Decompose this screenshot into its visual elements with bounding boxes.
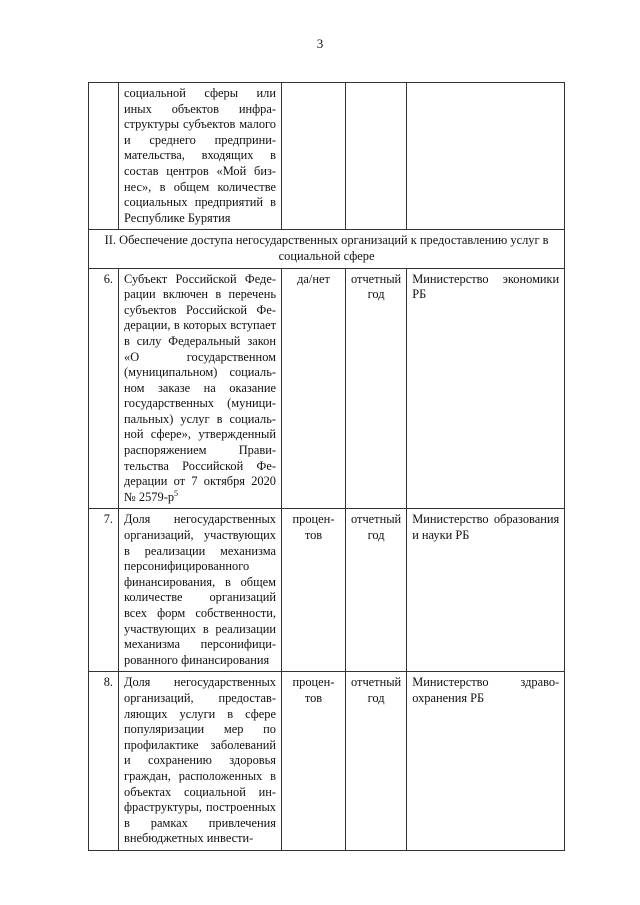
responsible-cell: Министерство экономики РБ [407, 268, 565, 509]
indicator-name [119, 268, 282, 509]
page-number: 3 [316, 36, 324, 51]
unit-cell: процентов [282, 509, 346, 672]
unit-cell: да/нет [282, 268, 346, 509]
period-cell [346, 83, 407, 230]
responsible-cell: Министерство образования и науки РБ [407, 509, 565, 672]
indicator-name: Доля негосударственных организаций, предоставляющих услуги в сфере популяризации мер по профилактике заболеваний и сохранению здоровья граждан, расположенных в объектах социальной инфраструктуры, построенных в рамках привлечения внебюджетных инвести- [119, 672, 282, 851]
unit-cell [282, 83, 346, 230]
indicator-text: Субъект Российской Федерации включен в перечень субъектов Российской Федерации, в которых вступает в силу Федеральный закон «О государственном (муниципальном) социальном заказе на оказание государственных (муниципальных) услуг в социальной сфере», утвержденный распоряжением Правительства Российской Федерации от 7 октября 2020 № 2579-р [124, 271, 276, 504]
responsible-cell [407, 83, 565, 230]
unit-cell: процентов [282, 672, 346, 851]
table-row [89, 268, 565, 509]
row-number: 6. [89, 268, 119, 509]
footnote-marker: 5 [174, 488, 179, 498]
indicator-name: социальной сферы или иных объектов инфраструктуры субъектов малого и среднего предпринимательства, входящих в состав центров «Мой бизнес», в общем количестве социальных предприятий в Республике Бурятия [119, 83, 282, 230]
table-row [89, 672, 565, 851]
section-heading-row [89, 230, 565, 268]
table-row-continued [89, 83, 565, 230]
table-row [89, 509, 565, 672]
row-number: 8. [89, 672, 119, 851]
period-cell: отчетный год [346, 268, 407, 509]
period-cell: отчетный год [346, 509, 407, 672]
row-number: 7. [89, 509, 119, 672]
responsible-cell: Министерство здравоохранения РБ [407, 672, 565, 851]
row-number [89, 83, 119, 230]
indicator-name: Доля негосударственных организаций, участвующих в реализации механизма персонифицированного финансирования, в общем количестве организаций всех форм собственности, участвующих в реализации механизма персонифицированного финансирования [119, 509, 282, 672]
section-title: II. Обеспечение доступа негосударственных организаций к предоставлению услуг в социальной сфере [89, 230, 565, 268]
period-cell: отчетный год [346, 672, 407, 851]
indicators-table [88, 82, 565, 851]
